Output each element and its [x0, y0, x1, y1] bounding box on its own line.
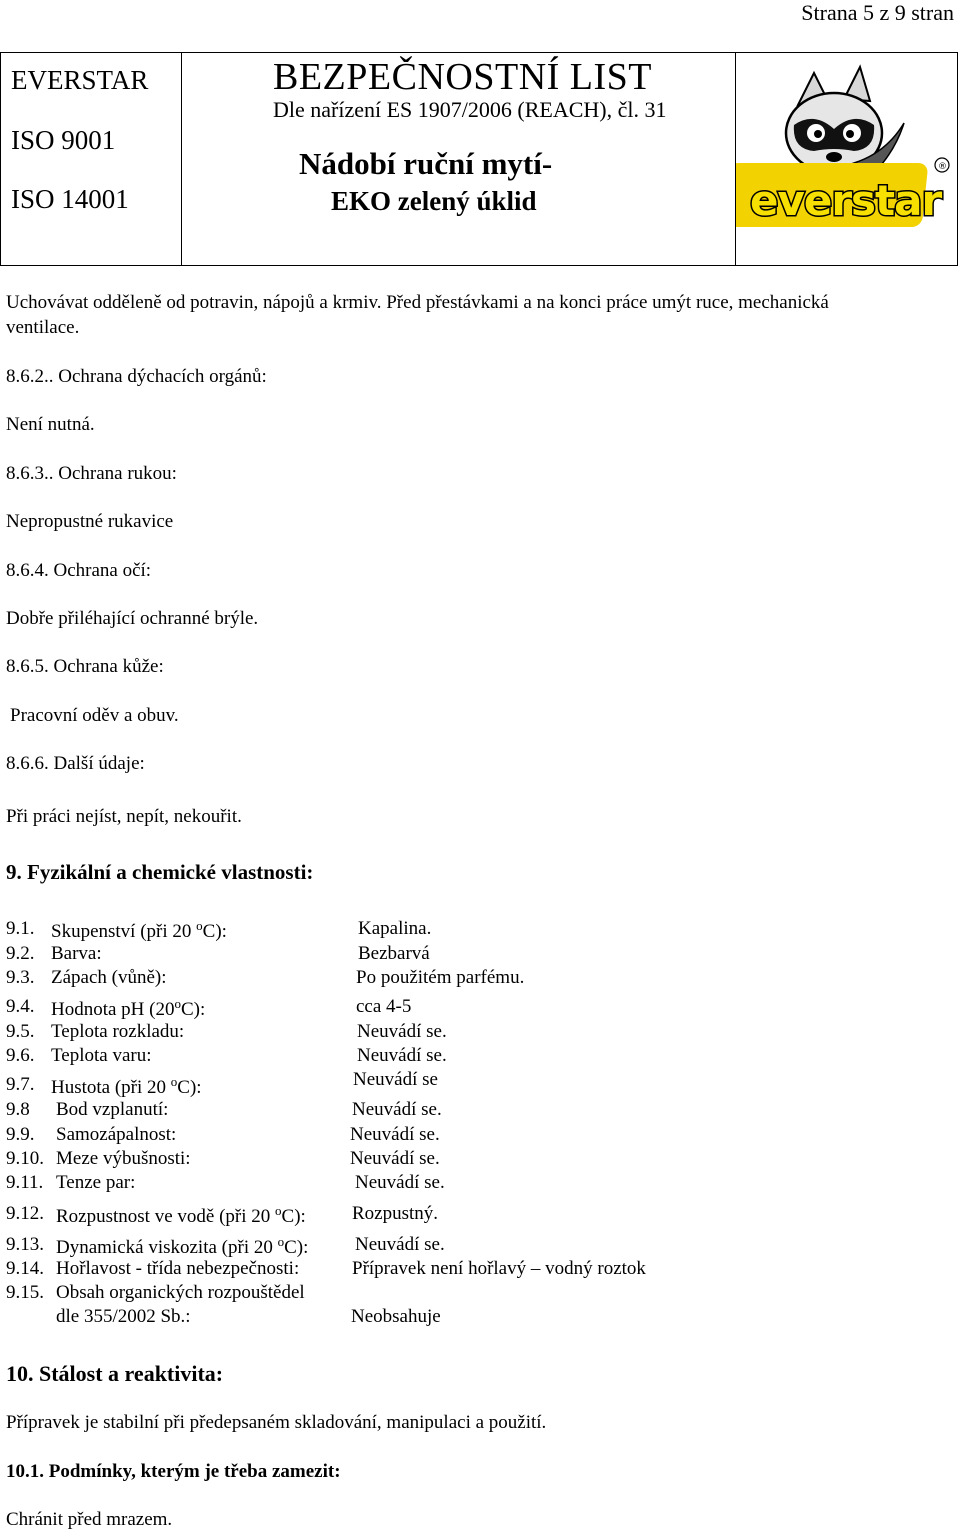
property-number: 9.6. — [6, 1045, 35, 1066]
product-line: EKO zelený úklid — [331, 186, 537, 216]
raccoon-mascot-icon — [786, 67, 904, 173]
svg-text:®: ® — [938, 162, 947, 172]
property-label: Hořlavost - třída nebezpečnosti: — [56, 1258, 300, 1279]
everstar-wordmark — [736, 158, 949, 227]
property-value: Neuvádí se — [353, 1069, 438, 1090]
property-number: 9.3. — [6, 967, 35, 988]
text-8-6-3: Nepropustné rukavice — [6, 511, 174, 532]
property-value: cca 4-5 — [356, 996, 412, 1017]
property-label: Hodnota pH (20$^o$C): — [51, 996, 206, 1020]
property-label: Samozápalnost: — [56, 1124, 177, 1145]
property-number: 9.7. — [6, 1074, 35, 1095]
degree-mark: o — [277, 1234, 285, 1249]
property-label: Hustota (při 20 $^o$C): — [51, 1074, 202, 1098]
company-name: EVERSTAR — [11, 65, 149, 95]
heading-10-1: 10.1. Podmínky, kterým je třeba zamezit: — [6, 1461, 341, 1482]
property-value: Neuvádí se. — [350, 1148, 440, 1169]
document-header — [0, 52, 958, 266]
property-number: 9.14. — [6, 1258, 44, 1279]
property-value: Neuvádí se. — [350, 1124, 440, 1145]
heading-8-6-5: 8.6.5. Ochrana kůže: — [6, 656, 164, 677]
storage-text: Uchovávat odděleně od potravin, nápojů a krmiv. Před přestávkami a na konci práce umýt ruce, mechanická — [6, 292, 829, 313]
everstar-raccoon-logo — [736, 53, 958, 265]
text-8-6-2: Není nutná. — [6, 414, 95, 435]
degree-mark: o — [275, 1203, 282, 1218]
document-title: BEZPEČNOSTNÍ LIST — [273, 56, 652, 98]
property-label: Teplota varu: — [51, 1045, 152, 1066]
degree-mark: o — [170, 1074, 178, 1089]
property-number: 9.2. — [6, 943, 35, 964]
heading-8-6-6: 8.6.6. Další údaje: — [6, 753, 145, 774]
property-number: 9.12. — [6, 1203, 44, 1224]
property-value: Neuvádí se. — [352, 1099, 442, 1120]
property-value: Neuvádí se. — [355, 1234, 445, 1255]
product-name: Nádobí ruční mytí- — [299, 146, 553, 181]
property-number: 9.13. — [6, 1234, 44, 1255]
heading-8-6-4: 8.6.4. Ochrana očí: — [6, 560, 152, 581]
storage-text-cont: ventilace. — [6, 317, 80, 338]
logo-cell — [735, 53, 958, 265]
degree-mark: o — [174, 996, 181, 1011]
property-value: Po použitém parfému. — [356, 967, 525, 988]
property-value: Přípravek není hořlavý – vodný roztok — [352, 1258, 646, 1279]
property-number: 9.1. — [6, 918, 35, 939]
property-number: 9.10. — [6, 1148, 44, 1169]
property-label: Teplota rozkladu: — [51, 1021, 185, 1042]
text-8-6-4: Dobře přiléhající ochranné brýle. — [6, 608, 259, 629]
text-10-1: Chránit před mrazem. — [6, 1509, 173, 1530]
heading-section-9: 9. Fyzikální a chemické vlastnosti: — [6, 860, 314, 884]
property-label: Obsah organických rozpouštědel — [56, 1282, 305, 1303]
property-number: 9.5. — [6, 1021, 35, 1042]
text-8-6-5: Pracovní oděv a obuv. — [10, 705, 179, 726]
property-label: Rozpustnost ve vodě (při 20 $^o$C): — [56, 1203, 306, 1227]
stability-text: Přípravek je stabilní při předepsaném skladování, manipulaci a použití. — [6, 1412, 547, 1433]
property-value: Kapalina. — [358, 918, 432, 939]
regulation-line: Dle nařízení ES 1907/2006 (REACH), čl. 31 — [273, 97, 667, 122]
property-label: Dynamická viskozita (při 20 $^o$C): — [56, 1234, 309, 1258]
property-value: Neuvádí se. — [357, 1045, 447, 1066]
property-label: Bod vzplanutí: — [56, 1099, 169, 1120]
company-cell — [1, 53, 182, 265]
property-value: Neuvádí se. — [357, 1021, 447, 1042]
degree-mark: o — [196, 918, 203, 933]
property-value: Neuvádí se. — [355, 1172, 445, 1193]
svg-text:everstar: everstar — [750, 176, 942, 225]
property-label-cont: dle 355/2002 Sb.: — [56, 1306, 191, 1327]
property-number: 9.9. — [6, 1124, 35, 1145]
property-number: 9.8 — [6, 1099, 30, 1120]
heading-8-6-2: 8.6.2.. Ochrana dýchacích orgánů: — [6, 366, 267, 387]
property-label: Meze výbušnosti: — [56, 1148, 191, 1169]
heading-section-10: 10. Stálost a reaktivita: — [6, 1361, 224, 1386]
property-value: Rozpustný. — [352, 1203, 439, 1224]
property-label: Skupenství (při 20 $^o$C): — [51, 918, 227, 942]
property-value: Neobsahuje — [351, 1306, 441, 1327]
property-value: Bezbarvá — [358, 943, 430, 964]
iso-9001: ISO 9001 — [11, 125, 116, 155]
heading-8-6-3: 8.6.3.. Ochrana rukou: — [6, 463, 177, 484]
text-8-6-6: Při práci nejíst, nepít, nekouřit. — [6, 806, 242, 827]
property-number: 9.15. — [6, 1282, 44, 1303]
property-label: Zápach (vůně): — [51, 967, 167, 988]
property-label: Barva: — [51, 943, 102, 964]
property-number: 9.4. — [6, 996, 35, 1017]
iso-14001: ISO 14001 — [11, 184, 129, 214]
property-number: 9.11. — [6, 1172, 44, 1193]
property-label: Tenze par: — [56, 1172, 136, 1193]
page-number: Strana 5 z 9 stran — [801, 0, 954, 25]
